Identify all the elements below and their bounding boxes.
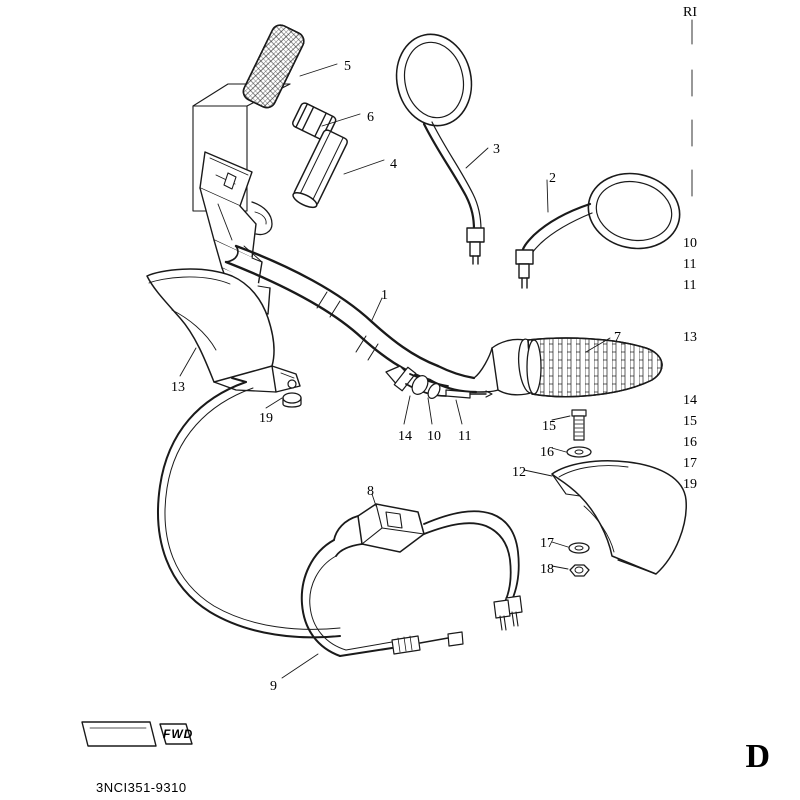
- callout-18: 18: [540, 562, 554, 577]
- callout-1: 1: [381, 288, 388, 303]
- callout-12: 12: [512, 465, 526, 480]
- title-fragment: RI: [683, 5, 697, 20]
- edge-label-e2: 11: [683, 257, 697, 272]
- edge-labels: [680, 0, 800, 800]
- part-number: 3NCI351-9310: [96, 780, 187, 795]
- callout-2: 2: [549, 171, 556, 186]
- callout-19: 19: [259, 411, 273, 426]
- callout-14: 14: [398, 429, 412, 444]
- edge-label-e4: 13: [683, 330, 697, 345]
- edge-label-e7: 16: [683, 435, 697, 450]
- sheet-letter: D: [745, 738, 770, 775]
- callout-7: 7: [614, 330, 621, 345]
- callout-17: 17: [540, 536, 554, 551]
- callout-4: 4: [390, 157, 397, 172]
- callout-3: 3: [493, 142, 500, 157]
- callout-9: 9: [270, 679, 277, 694]
- callout-16: 16: [540, 445, 554, 460]
- edge-label-e3: 11: [683, 278, 697, 293]
- edge-label-e6: 15: [683, 414, 697, 429]
- callout-13: 13: [171, 380, 185, 395]
- callout-8: 8: [367, 484, 374, 499]
- edge-label-e9: 19: [683, 477, 697, 492]
- edge-label-e5: 14: [683, 393, 697, 408]
- callout-15: 15: [542, 419, 556, 434]
- callout-11: 11: [458, 429, 472, 444]
- fwd-marker-label: FWD: [163, 727, 194, 741]
- callout-5: 5: [344, 59, 351, 74]
- callout-10: 10: [427, 429, 441, 444]
- callout-6: 6: [367, 110, 374, 125]
- edge-label-e1: 10: [683, 236, 697, 251]
- edge-label-e8: 17: [683, 456, 697, 471]
